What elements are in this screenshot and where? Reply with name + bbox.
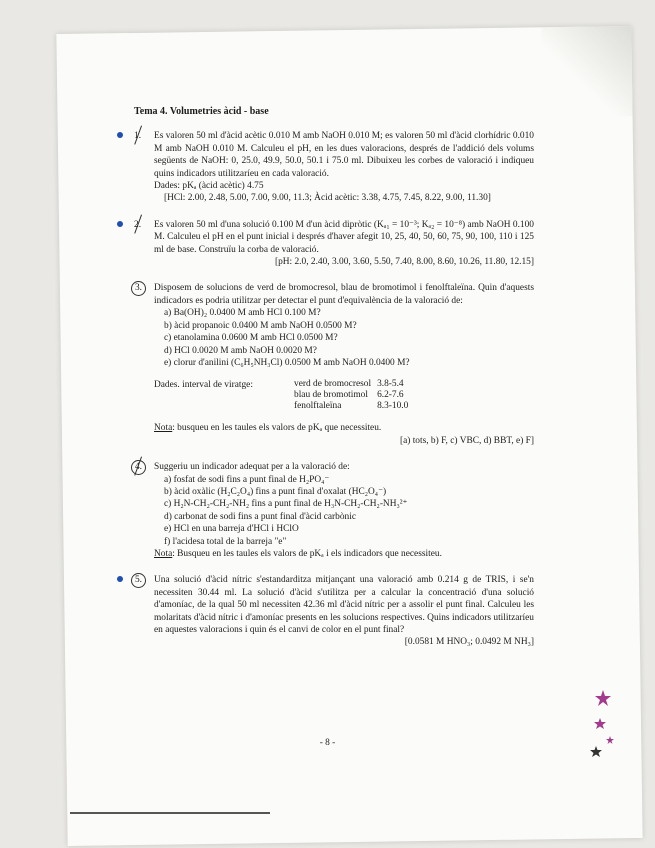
exercise-items xyxy=(154,474,534,548)
exercise-number: 1. xyxy=(134,131,142,142)
exercise-number: 3. xyxy=(131,281,146,296)
star-icon xyxy=(595,690,611,706)
exercise-answer: [0.0581 M HNO₃; 0.0492 M NH₃] xyxy=(404,637,534,648)
list-item: e) HCl en una barreja d'HCl i HClO xyxy=(164,524,299,535)
exercise-text: Disposem de solucions de verd de bromocresol, blau de bromotimol i fenolftaleïna. Quin d'aquests indicadors es podria utilitzar per detectar el punt d'equivalència de la valoració de: xyxy=(154,283,534,306)
list-item: d) carbonat de sodi fins a punt final d'àcid carbònic xyxy=(164,511,356,522)
table-row xyxy=(294,379,414,390)
exercise-3 xyxy=(134,282,534,447)
exercise-note xyxy=(154,422,534,434)
exercise-1 xyxy=(134,130,534,204)
document-content xyxy=(134,106,534,663)
blue-dot-mark xyxy=(117,221,123,227)
indicator-range: 3.8-5.4 xyxy=(377,379,404,390)
exercise-answer: [HCl: 2.00, 2.48, 5.00, 7.00, 9.00, 11.3; Àcid acètic: 3.38, 4.75, 7.45, 8.22, 9.00, 11.30] xyxy=(164,193,491,204)
indicator-name: verd de bromocresol xyxy=(294,379,372,390)
indicator-name: blau de bromotimol xyxy=(294,390,368,401)
indicator-range: 6.2-7.6 xyxy=(377,390,404,401)
note-label: Nota xyxy=(154,548,173,559)
list-item: c) H₂N-CH₂-CH₂-NH₂ fins a punt final de H₃N-CH₂-CH₂-NH₃²⁺ xyxy=(164,499,408,510)
note-text: : Busqueu en les taules els valors de pKₐ i els indicadors que necessiteu. xyxy=(172,548,442,559)
page-edge-line xyxy=(70,812,270,814)
exercise-items xyxy=(154,307,534,369)
table-row xyxy=(294,401,414,412)
list-item: c) etanolamina 0.0600 M amb HCl 0.0500 M? xyxy=(164,333,338,344)
exercise-text: Es valoren 50 ml d'una solució 0.100 M d'un àcid dipròtic (Kₐ₁ = 10⁻³; Kₐ₂ = 10⁻⁸) amb NaOH 0.100 M. Calculeu el pH en el punt inicial i després d'haver afegit 10, 25, 40, 50, 60, 75, 90, 100, 110 i 125 ml de base. Construïu la corba de valoració. xyxy=(154,219,534,255)
exercise-text: Una solució d'àcid nítric s'estandarditza mitjançant una valoració amb 0.214 g de TRIS, i se'n necessiten 30.44 ml. La solució d'àcid s'utilitza per a calcular la concentració d'una solució d'amoníac, de la qual 50 ml necessiten 42.36 ml d'àcid nítric per a assolir el punt final. Calculeu les molaritats d'àcid nítric i d'amoníac presents en les solucions respectives. Quins indicadors utilitzaríeu en aquestes valoracions i quin és el canvi de color en el punt final? xyxy=(154,575,534,635)
exercise-number: 5. xyxy=(131,573,146,588)
exercise-text: Suggeriu un indicador adequat per a la valoració de: xyxy=(154,462,350,473)
exercise-4 xyxy=(134,461,534,560)
page-corner-fold xyxy=(541,26,632,117)
indicator-table xyxy=(294,379,414,412)
star-icon xyxy=(594,718,606,729)
list-item: b) àcid oxàlic (H₂C₂O₄) fins a punt final d'oxalat (HC₂O₄⁻) xyxy=(164,486,387,497)
note-text: : busqueu en les taules els valors de pKₐ que necessiteu. xyxy=(172,423,382,434)
list-item: a) Ba(OH)₂ 0.0400 M amb HCl 0.100 M? xyxy=(164,308,321,319)
indicator-name: fenolftaleïna xyxy=(294,401,342,412)
exercise-data: Dades: pKₐ (àcid acètic) 4.75 xyxy=(154,181,264,192)
note-label: Nota xyxy=(154,423,173,434)
list-item: a) fosfat de sodi fins a punt final de H₂PO₄⁻ xyxy=(164,474,330,485)
table-row xyxy=(294,390,414,401)
exercise-5 xyxy=(134,574,534,648)
exercise-2 xyxy=(134,219,534,269)
exercise-answer: [a) tots, b) F, c) VBC, d) BBT, e) F] xyxy=(399,435,534,446)
list-item: e) clorur d'anilini (C₆H₅NH₃Cl) 0.0500 M amb NaOH 0.0400 M? xyxy=(164,357,410,368)
star-icon xyxy=(606,736,614,744)
list-item: d) HCl 0.0020 M amb NaOH 0.0020 M? xyxy=(164,345,317,356)
page-number: - 8 - xyxy=(319,738,336,748)
page-title: Tema 4. Volumetries àcid - base xyxy=(134,106,269,117)
exercise-text: Es valoren 50 ml d'àcid acètic 0.010 M amb NaOH 0.010 M; es valoren 50 ml d'àcid clorhídric 0.010 M amb NaOH 0.010 M. Calculeu el pH, en les dues valoracions, després de l'addició dels volums següents de NaOH: 0, 25.0, 49.9, 50.0, 50.1 i 75.0 ml. Dibuixeu les corbes de valoració i indiqueu quins indicadors utilitzaríeu en cada valoració. xyxy=(154,131,534,179)
exercise-answer: [pH: 2.0, 2.40, 3.00, 3.60, 5.50, 7.40, 8.00, 8.60, 10.26, 11.80, 12.15] xyxy=(274,257,534,268)
list-item: f) l'acidesa total de la barreja "e" xyxy=(164,536,287,547)
exercise-note xyxy=(154,548,534,560)
exercise-number: 2. xyxy=(134,219,142,230)
star-icon xyxy=(590,746,602,757)
indicator-range: 8.3-10.0 xyxy=(377,401,409,412)
indicator-interval xyxy=(154,379,534,412)
star-doodles xyxy=(588,688,618,768)
list-item: b) àcid propanoic 0.0400 M amb NaOH 0.0500 M? xyxy=(164,320,357,331)
exercise-number: 4. xyxy=(131,460,146,475)
interval-label: Dades. interval de viratge: xyxy=(154,380,253,391)
